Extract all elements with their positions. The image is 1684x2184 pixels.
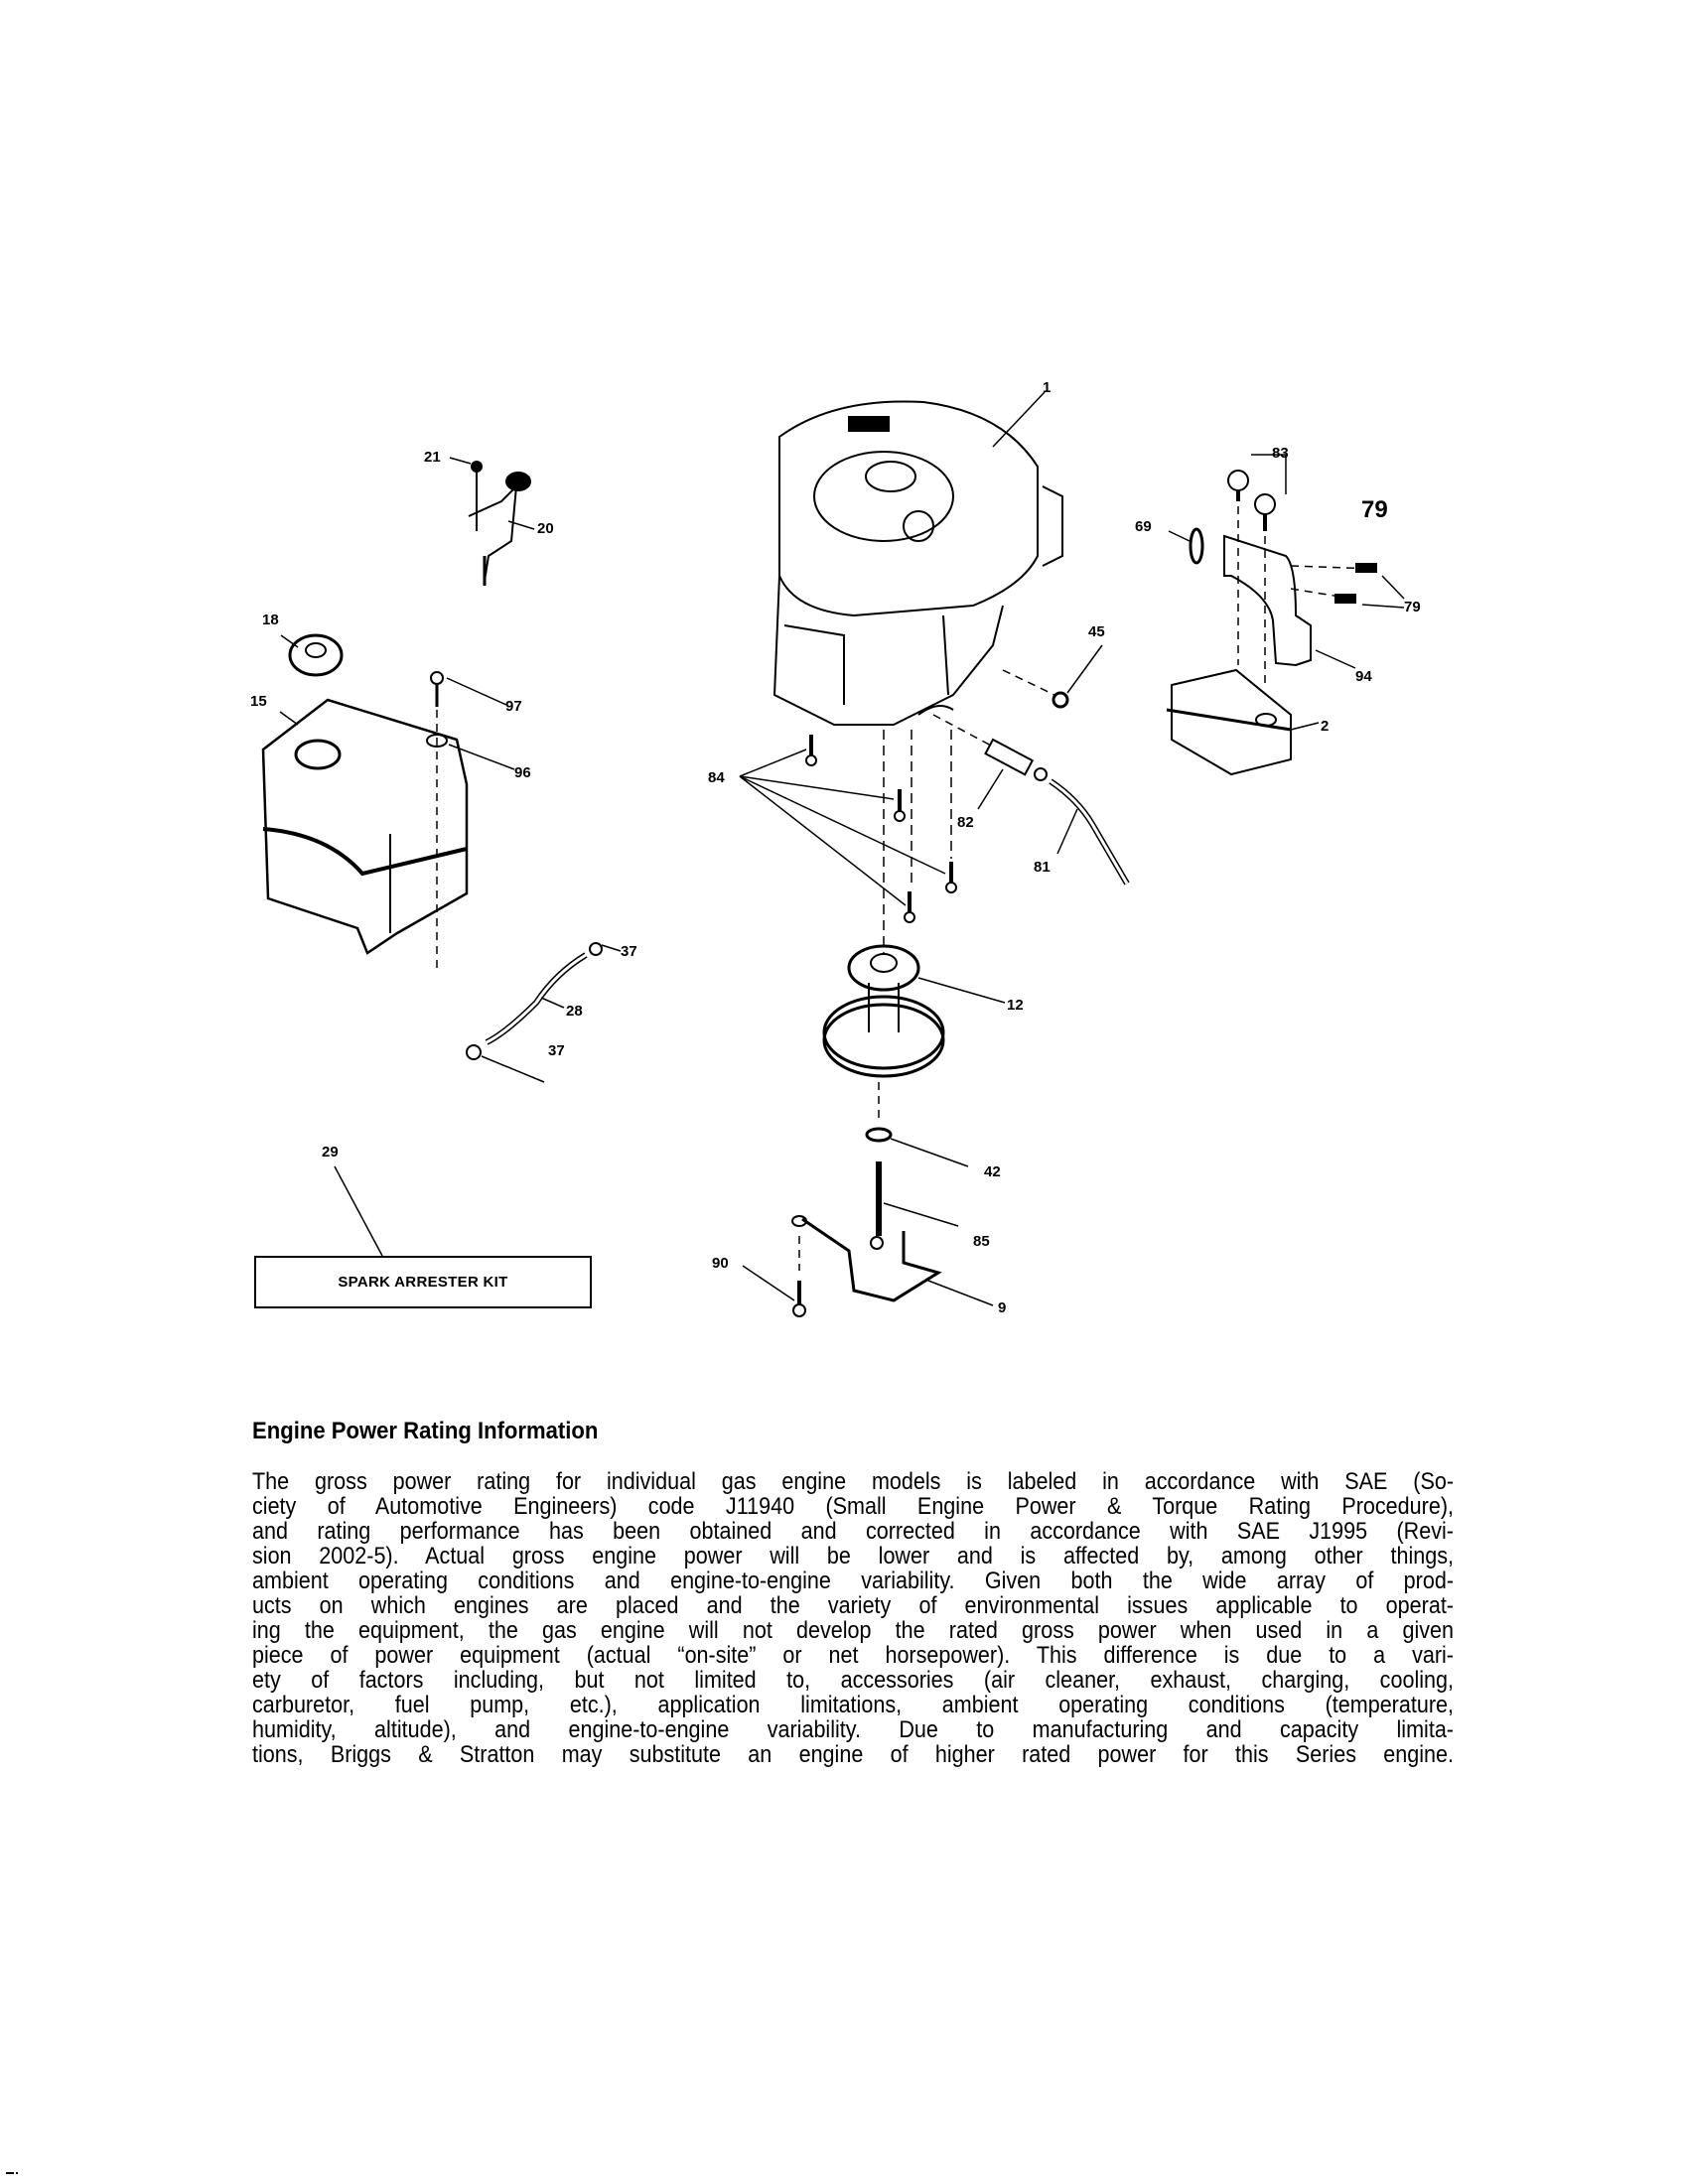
callout-90: 90 — [712, 1255, 729, 1272]
tank-bolt-drawing — [427, 672, 514, 968]
spark-arrester-kit-box — [254, 1256, 592, 1308]
callout-9: 9 — [998, 1299, 1007, 1316]
paragraph-line: ciety of Automotive Engineers) code J11940 (Small Engine Power & Torque Rating Procedure), — [252, 1493, 1454, 1520]
paragraph-line: piece of power equipment (actual “on-site” or net horsepower). This difference is due to a vari- — [252, 1642, 1454, 1669]
paragraph-line: ucts on which engines are placed and the variety of environmental issues applicable to operat- — [252, 1592, 1454, 1619]
callout-96: 96 — [514, 764, 531, 781]
paragraph-line: ambient operating conditions and engine-to-engine variability. Given both the wide array of prod- — [252, 1568, 1454, 1594]
callout-1: 1 — [1043, 379, 1052, 396]
callout-29: 29 — [322, 1144, 339, 1160]
callout-82: 82 — [957, 814, 974, 831]
dipstick-drawing — [450, 458, 534, 586]
callout-45: 45 — [1088, 623, 1105, 640]
paragraph-line: ety of factors including, but not limited to, accessories (air cleaner, exhaust, charging, cooling, — [252, 1667, 1454, 1694]
fuel-filter-drawing — [933, 715, 1127, 884]
callout-28: 28 — [566, 1003, 583, 1020]
paragraph-line: The gross power rating for individual gas engine models is labeled in accordance with SAE (So- — [252, 1468, 1454, 1495]
scan-dot — [16, 2172, 18, 2174]
fuel-cap-drawing — [281, 635, 342, 675]
kit-leader-line — [335, 1166, 382, 1256]
nut-drawing — [1003, 645, 1102, 707]
page-reference-number: 79 — [1361, 496, 1388, 523]
callout-12: 12 — [1007, 997, 1024, 1014]
mounting-hardware-drawing — [743, 1082, 993, 1316]
callout-81: 81 — [1034, 859, 1051, 876]
callout-37: 37 — [548, 1042, 565, 1059]
paragraph-line: ing the equipment, the gas engine will not develop the rated gross power when used in a given — [252, 1617, 1454, 1644]
paragraph-line: carburetor, fuel pump, etc.), application limitations, ambient operating conditions (temperature, — [252, 1692, 1454, 1718]
paragraph-line: sion 2002-5). Actual gross engine power will be lower and is affected by, among other things, — [252, 1543, 1454, 1570]
callout-97: 97 — [505, 698, 522, 715]
callout-83: 83 — [1272, 445, 1289, 462]
callout-15: 15 — [250, 693, 267, 710]
callout-94: 94 — [1355, 668, 1372, 685]
callout-69: 69 — [1135, 518, 1152, 535]
spark-arrester-kit-label: SPARK ARRESTER KIT — [338, 1274, 508, 1291]
callout-37: 37 — [621, 943, 637, 960]
callout-20: 20 — [537, 520, 554, 537]
engine-bolts-drawing — [740, 730, 956, 953]
section-heading: Engine Power Rating Information — [252, 1418, 599, 1444]
paragraph-line: humidity, altitude), and engine-to-engine variability. Due to manufacturing and capacity limita- — [252, 1716, 1454, 1743]
scan-mark — [6, 2172, 14, 2174]
engine-drawing — [774, 392, 1062, 725]
callout-84: 84 — [708, 769, 725, 786]
paragraph-line: tions, Briggs & Stratton may substitute an engine of higher rated power for this Series engine. — [252, 1741, 1454, 1768]
callout-79: 79 — [1404, 599, 1421, 615]
pulley-drawing — [824, 946, 1005, 1076]
fuel-line-drawing — [467, 943, 621, 1082]
callout-18: 18 — [262, 612, 279, 628]
callout-42: 42 — [984, 1163, 1001, 1180]
callout-2: 2 — [1321, 718, 1330, 735]
paragraph-line: and rating performance has been obtained and corrected in accordance with SAE J1995 (Revi- — [252, 1518, 1454, 1545]
callout-21: 21 — [424, 449, 441, 466]
callout-85: 85 — [973, 1233, 990, 1250]
engine-power-rating-paragraph — [252, 1469, 1454, 1767]
